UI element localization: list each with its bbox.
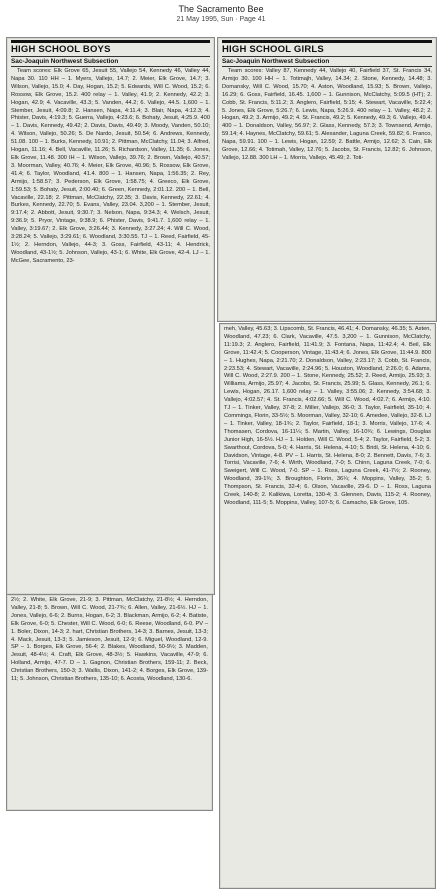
girls-results-clipping: [217, 37, 437, 322]
girls-heading: HIGH SCHOOL GIRLS: [222, 44, 324, 55]
boys-results-continued-clipping: [6, 594, 213, 811]
girls-results-text: Team scores: Valley 87, Kennedy 44, Vallejo 40, Fairfield 37, St. Francis 34, Armijo 30. 100 HH – 1. Totimajh, Valley, 14.34; 2. Stone, Kennedy, 14.48; 3. Domansky, Will C. Wood, 15.70; 4. Aston, Woodland, 15.93; 5. Brown, Vallejo, 16.29; 6. Goss, Fairfield, 16.45. 1,600 – 1. Gunnison, McClatchy, 5:09.5 (HT); 2. Cobb, St. Francis, 5:11.2; 3. Anglero, Fairfield, 5:15; 4. Stewart, Vacaville, 5:22.4; 5. Jones, Elk Grove, 5:26.7; 6. Lewis, Napa, 5:26.9. 400 relay – 1. Valley, 48.2; 2. Hogan, 49.2; 3. Armijo, 49.2; 4. St. Francis, 49.2; 5. Kennedy, 49.3; 6. Vallejo, 49.4. 400 – 1. Donaldson, Valley, 56.97; 2. Glass, Kennedy, 57.3; 3. Townsend, Armijo, 59.14; 4. Haynes, McClatchy, 59.61; 5. Alexander, Laguna Creek, 59.82; 6. Franco, Napa, 59.91. 100 – 1. Lewis, Hogan, 12.59; 2. Battle, Armijo, 12.62; 3. Cain, Elk Grove, 12.66; 4. Totimah, Valley, 12.76; 5. Jacobs, St. Francis, 12.82; 6. Johnson, Vallejo, 12.88. 300 LH – 1. Morris, Vallejo, 45.49; 2. Toti-: [222, 68, 432, 161]
girls-results-continued-text: meh, Valley, 45.63; 3. Lipscomb, St. Francis, 46.41; 4. Domansky, 46.35; 5. Asten, Woodland, 47.23; 6. Clark, Vacaville, 47.5. 3,200 – 1. Gunnison, McClatchy, 11:19.3; 2. Anglero, Fairfield, 11:41.9; 3. Fontana, Napa, 11:42.4; 4. Beil, Elk Grove, 11:42.4; 5. Cooperson, Vintage, 11:43.4; 6. Jones, Elk Grove, 11:44.9. 800 – 1. Hughes, Napa, 2:21.70; 2. Donaldson, Valley, 2:23.17; 3. Cobb, St. Francis, 2:23.53; 4. Stewart, Vacaville, 2:24.96; 5. Houston, Woodland, 2:26.0; 6. Adams, Will C. Wood, 2:27.9. 200 – 1. Stone, Kennedy, 25.52; 2. Reed, Armijo, 25.93; 3. Williams, Armijo, 25.97; 4. Jacobs, St. Francis, 25.99; 5. Glass, Kennedy, 26.1; 6. Lewis, Hogan, 26.17. 1,600 relay – 1. Valley, 3:55.06; 2. Kennedy, 3:54.68; 3. Vallejo, 4:02.57; 4. St. Francis, 4:02.66; 5. Will C. Wood, 4:02.7; 6. Armijo, 4:10. TJ – 1. Tinker, Valley, 37-8; 2. Miller, Vallejo, 36-0; 3. Taylor, Fairfield, 35-10; 4. Commings, Florin, 33-5½; 5. Moorman, Valley, 32-10; 6. Amedee, Vallejo, 32-8. LJ – 1. Tinker, Valley, 18-1¾; 2. Taylor, Fairfield, 18-1; 3. Morris, Vallejo, 17-6; 4. Thomasen, Cordova, 16-11¼; 5. Martin, Valley, 16-10¾; 6. Lewings, Douglas Junior High, 16-5½. HJ – 1. Holden, Will C. Wood, 5-4; 2. Taylor, Fairfield, 5-2; 3. Swarthout, Cordova, 5-0; 4. Harris, St. Helena, 4-10; 5. Bridi, St. Helena, 4-10; 6. Davidson, Vintage, 4-8. PV – 1. Harris, St. Helena, 8-0; 2. Bennett, Davis, 7-6; 3. Torrisi, Vacaville, 7-6; 4. Wirth, Woodland, 7-0; 5. Chinn, Laguna Creek, 7-0; 6. Sweigert, Will C. Wood, 7-0. SP – 1. Ross, Laguna Creek, 41-7½; 2. Rooney, Woodland, 39-1¾; 3. Broughton, Florin, 36¼; 4. Moppins, Valley, 35-2; 5. Thompson, St. Francis, 32-4; 6. Olson, Vacaville, 29-6. D – 1. Ross, Laguna Creek, 140-8; 2. Kalikiwa, Loretta, 130-4; 3. Glennen, Davis, 115-2; 4. Rooney, Woodland, 111-5; 5. Moppins, Valley, 107-5; 6. Camacho, Elk Grove, 105.: [224, 326, 431, 506]
boys-results-clipping: [6, 37, 215, 595]
boys-results-continued-text: 2½; 2. White, Elk Grove, 21-9; 3. Pittman, McClatchy, 21-8½; 4. Herndon, Valley, 21-8; 5. Brown, Will C. Wood, 21-7¾; 6. Allen, Valley, 21-6½. HJ – 1. Jones, Vallejo, 6-6; 2. Burns, Hogan, 6-2; 3. Blackman, Armijo, 6-2; 4. Batiste, Elk Grove, 6-0; 5. Chester, Will C. Wood, 6-0; 6. Reese, Woodland, 6-0. PV – 1. Boler, Dixon, 14-3; 2. hart, Christian Brothers, 14-3; 3. Barnes, Jesuit, 13-3; 4. Mack, Jesuit, 13-3; 5. Jamieson, Jesuit, 12-9; 6. Miguel, Woodland, 12-9. SP – 1. Borges, Elk Grove, 56-4; 2. Blakes, Woodland, 50-9½; 3. Madden, Jesuit, 48-4½; 4. Craft, Elk Grove, 48-3½; 5. Hawkins, Vacaville, 47-9; 6. Holland, Armijo, 47-7. D – 1. Gagnon, Christian Brothers, 159-11; 2. Beck, Christian Brothers, 150-3; 3. Wallis, Dixon, 141-2; 4. Borges, Elk Grove, 139-11; 5. Johnson, Christian Brothers, 135-10; 6. Acosta, Woodland, 130-6.: [11, 597, 208, 683]
heading-rule: [222, 40, 432, 43]
heading-rule: [11, 40, 210, 43]
publication-title: The Sacramento Bee: [178, 4, 264, 14]
clipping-header: [0, 4, 442, 24]
publication-dateline: 21 May 1995, Sun · Page 41: [176, 16, 266, 23]
boys-subheading: Sac-Joaquin Northwest Subsection: [11, 56, 210, 67]
girls-subheading: Sac-Joaquin Northwest Subsection: [222, 56, 432, 67]
boys-results-text: Team scores: Elk Grove 65, Jesuit 55, Vallejo 54, Kennedy 46, Valley 44, Napa 30. 110 HH – 1. Myers, Vallejo, 14.7; 2. Meier, Elk Grove, 14.7; 3. Wilson, Vallejo, 15.0; 4. Day, Hogan, 15.2; 5. Edwards, Will C. Wood, 15.2; 6. Rossow, Elk Grove, 15.2. 400 relay – 1. Valley, 41.9; 2. Kennedy, 42.2; 3. Hogan, 42.9; 4. Vacaville, 43.3; 5. Vanden, 44.2; 6. Vallejo, 44.5. 1,600 – 1. Stember, Jesuit, 4:09.8; 2. Hansen, Napa, 4:11.4; 3. Blair, Napa, 4:12.3; 4. Phister, Davis, 4:19.3; 5. Guerra, Vallejo, 4:23.6; 6. Bohaty, Jesuit, 4:25.9. 400 – 1. Davis, Kennedy, 49.42; 2. Davis, Davis, 49.49; 3. Moody, Vanden, 50.10; 4. Wilson, Vallejo, 50.26; 5. De Nardo, Jesuit, 50.54; 6. Andrews, Kennedy, 51.08. 100 – 1. Burks, Kennedy, 10.91; 2. Pittman, McClatchy, 11.04; 3. Alfred, Hogan, 11.16; 4. Bell, Vacaville, 11.26; 5. Richardson, Valley, 11.35; 6. Jones, Elk Grove, 11.48. 300 IH – 1. Wilson, Vallejo, 39.76; 2. Brown, Vallejo, 40.57; 3. Moorman, Valley, 40.76; 4. Meier, Elk Grove, 40.96; 5. Rossow, Elk Grove, 41.4; 6. Taylor, Woodland, 41.4. 800 – 1. Hansen, Napa, 1:56.35; 2. Rey, Armijo, 1:58.57; 3. Pederson, Elk Grove, 1:58.75; 4. Greeco, Elk Grove, 1:59.53; 5. Bohaty, Jesuit, 2:00.40; 6. Green, Kennedy, 2:01.12. 200 – 1. Bell, Vacaville, 22.18; 2. Pittman, McClatchy, 22.35; 3. Davis, Kennedy, 22.61; 4. Burkes, Kennedy, 22.70; 5. Evans, Valley, 23.04. 3,200 – 1. Stember, Jesuit, 9:17.4; 2. Abbott, Jesuit, 9:30.7; 3. Nelson, Napa, 9:34.3; 4. Welsch, Jesuit, 9:36.9; 5. Pryor, Vintage, 9:38.9; 6. Phister, Davis, 9:41.7. 1,600 relay – 1. Valley, 3:19.67; 2. Elk Grove, 3:26.44; 3. Kennedy, 3:27.24; 4. Will C. Wood, 3:28.24; 5. Vallejo, 3:29.61; 6. Woodland, 3:30.55. TJ – 1. Reed, Fairfield, 45-1½; 2. Herndon, Vallejo, 44-3; 3. Goss, Fairfield, 43-11; 4. Hendrick, Woodland, 43-1½; 5. Johnson, Vallejo, 43-1; 6. White, Elk Grove, 42-4. LJ – 1. McGee, Sacramento, 23-: [11, 68, 210, 264]
boys-heading: HIGH SCHOOL BOYS: [11, 44, 111, 55]
girls-results-continued-clipping: [219, 323, 436, 889]
